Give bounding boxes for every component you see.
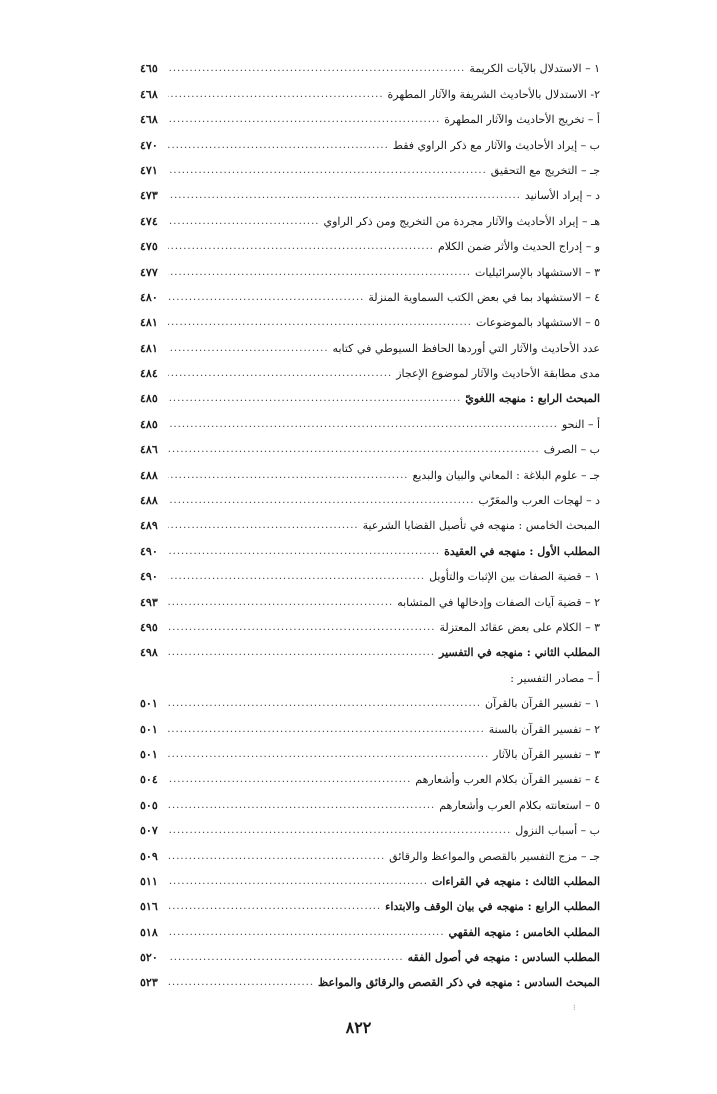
toc-leader-dots — [168, 902, 381, 912]
toc-entry — [140, 49, 600, 74]
toc-entry-page: ٤٨٥ — [140, 392, 158, 406]
toc-entry-title: جـ – مزج التفسير بالقصص والمواعظ والرقائق — [389, 849, 600, 863]
toc-entry — [140, 709, 600, 734]
toc-entry-title: المطلب الثاني : منهجه في التفسير — [439, 646, 600, 660]
toc-leader-dots — [168, 775, 411, 785]
toc-entry-page: ٥٠٤ — [140, 773, 158, 787]
toc-entry-page: ٤٦٨ — [140, 113, 158, 127]
toc-leader-dots — [168, 115, 440, 125]
toc-entry — [140, 303, 600, 328]
toc-entry-title: و – إدراج الحديث والأثر ضمن الكلام — [437, 240, 600, 254]
toc-entry-title: مدى مطابقة الأحاديث والآثار لموضوع الإعجاز — [396, 367, 600, 381]
toc-entry-title: ١ – تفسير القرآن بالقرآن — [485, 697, 600, 711]
toc-entry-title: ب – أسباب النزول — [515, 824, 600, 838]
toc-entry — [140, 633, 600, 658]
toc-entry-page: ٥٢٠ — [140, 951, 158, 965]
toc-entry-page: ٥٠١ — [140, 747, 158, 761]
toc-entry-page: ٤٩٠ — [140, 544, 158, 558]
toc-entry — [140, 430, 600, 455]
toc-entry-title: ٢ – تفسير القرآن بالسنة — [488, 722, 600, 736]
toc-leader-dots — [168, 445, 540, 455]
toc-entry — [140, 862, 600, 887]
toc-entry-title: ٢- الاستدلال بالأحاديث الشريفة والآثار المطهرة — [387, 87, 600, 101]
toc-entry-page: ٤٧٧ — [140, 265, 158, 279]
toc-entry — [140, 125, 600, 150]
toc-entry-title: أ – مصادر التفسير : — [510, 671, 600, 685]
page-number: ٨٢٢ — [345, 1018, 372, 1037]
toc-entry-title: المطلب الثالث : منهجه في القراءات — [431, 874, 600, 888]
toc-entry-page: ٤٨٠ — [140, 290, 158, 304]
toc-entry-page: ٤٨٦ — [140, 443, 158, 457]
toc-entry-page: ٤٨٤ — [140, 367, 158, 381]
toc-entry-title: ١ – قضية الصفات بين الإثبات والتأويل — [429, 570, 600, 584]
toc-entry — [140, 151, 600, 176]
toc-entry-page: ٤٨٩ — [140, 519, 158, 533]
scan-mark: ⁝ — [573, 1003, 576, 1012]
toc-entry-page: ٤٨٨ — [140, 468, 158, 482]
toc-entry-page: ٤٩٨ — [140, 646, 158, 660]
toc-leader-dots — [168, 344, 329, 354]
toc-entry — [140, 836, 600, 861]
toc-entry-title: المبحث الرابع : منهجه اللغويّ — [465, 392, 600, 406]
toc-entry-page: ٤٩٣ — [140, 595, 158, 609]
toc-entry-title: ب – الصرف — [543, 443, 600, 457]
toc-leader-dots — [168, 572, 425, 582]
toc-leader-dots — [168, 877, 428, 887]
toc-entry-page: ٥١٨ — [140, 925, 158, 939]
toc-leader-dots — [168, 242, 434, 252]
toc-entry — [140, 582, 600, 607]
toc-entry-title: ٤ – الاستشهاد بما في بعض الكتب السماوية المنزلة — [368, 290, 600, 304]
toc-entry-title: المطلب الأول : منهجه في العقيدة — [444, 544, 600, 558]
toc-entry-page: ٤٦٨ — [140, 87, 158, 101]
toc-entry-page: ٤٨١ — [140, 316, 158, 330]
toc-leader-dots — [168, 725, 485, 735]
toc-entry — [140, 278, 600, 303]
toc-entry — [140, 760, 600, 785]
toc-entry-title: أ – النحو — [561, 417, 600, 431]
toc-entry — [140, 506, 600, 531]
toc-leader-dots — [168, 191, 521, 201]
toc-leader-dots — [168, 141, 389, 151]
toc-leader-dots — [168, 217, 319, 227]
toc-entry-page: ٤٧٥ — [140, 240, 158, 254]
toc-entry-title: ب – إيراد الأحاديث والآثار مع ذكر الراوي فقط — [392, 138, 600, 152]
toc-entry-page: ٤٩٠ — [140, 570, 158, 584]
toc-leader-dots — [168, 953, 404, 963]
toc-entry-title: ٥ – الاستشهاد بالموضوعات — [475, 316, 600, 330]
toc-entry-page: ٥١١ — [140, 874, 158, 888]
toc-entry — [140, 531, 600, 556]
toc-entry — [140, 887, 600, 912]
toc-entry-title: ٣ – الاستشهاد بالإسرائيليات — [475, 265, 600, 279]
toc-entry-title: ٣ – تفسير القرآن بالآثار — [493, 747, 600, 761]
toc-entry — [140, 684, 600, 709]
toc-leader-dots — [168, 471, 408, 481]
toc-entry — [140, 176, 600, 201]
toc-entry-title: عدد الأحاديث والآثار التي أوردها الحافظ السيوطي في كتابه — [332, 341, 600, 355]
toc-entry-title: المبحث الخامس : منهجه في تأصيل القضايا الشرعية — [362, 519, 600, 533]
toc-entry-title: ٢ – قضية آيات الصفات وإدخالها في المتشابه — [397, 595, 600, 609]
toc-entry — [140, 354, 600, 379]
toc-entry — [140, 455, 600, 480]
toc-entry — [140, 912, 600, 937]
toc-entry-page: ٥٠٩ — [140, 849, 158, 863]
toc-entry-title: جـ – التخريج مع التحقيق — [490, 163, 600, 177]
toc-entry — [140, 811, 600, 836]
toc-entry — [140, 100, 600, 125]
toc-leader-dots — [168, 268, 471, 278]
toc-entry-title: جـ – علوم البلاغة : المعاني والبيان والبديع — [412, 468, 600, 482]
toc-entry-title: المطلب السادس : منهجه في أصول الفقه — [407, 951, 600, 965]
toc-entry — [140, 785, 600, 810]
toc-entry-page: ٤٨١ — [140, 341, 158, 355]
toc-leader-dots — [168, 521, 359, 531]
toc-entry — [140, 404, 600, 429]
toc-leader-dots — [168, 369, 392, 379]
toc-entry-title: ٣ – الكلام على بعض عقائد المعتزلة — [439, 620, 600, 634]
toc-leader-dots — [168, 394, 461, 404]
toc-entry-page: ٥١٦ — [140, 900, 158, 914]
toc-entry — [140, 74, 600, 99]
toc-entry — [140, 201, 600, 226]
toc-entry — [140, 938, 600, 963]
toc-leader-dots — [168, 547, 440, 557]
toc-entry — [140, 557, 600, 582]
toc-entry-page: ٤٨٨ — [140, 494, 158, 508]
toc-entry-page: ٥٢٣ — [140, 976, 158, 990]
toc-leader-dots — [168, 166, 487, 176]
toc-entry-page: ٤٦٥ — [140, 62, 158, 76]
toc-entry — [140, 658, 600, 683]
toc-leader-dots — [168, 318, 472, 328]
toc-entry — [140, 963, 600, 988]
toc-entry-title: المطلب الخامس : منهجه الفقهي — [448, 925, 600, 939]
toc-leader-dots — [168, 852, 385, 862]
toc-entry — [140, 328, 600, 353]
toc-entry-page: ٥٠٥ — [140, 798, 158, 812]
toc-entry-title: المبحث السادس : منهجه في ذكر القصص والرقائق والمواعظ — [318, 976, 600, 990]
toc-leader-dots — [168, 750, 489, 760]
toc-entry — [140, 227, 600, 252]
toc-entry — [140, 735, 600, 760]
toc-leader-dots — [168, 623, 435, 633]
toc-entry-page: ٥٠٧ — [140, 824, 158, 838]
toc-entry-title: هـ – إيراد الأحاديث والآثار مجردة من التخريج ومن ذكر الراوي — [323, 214, 600, 228]
toc-entry — [140, 481, 600, 506]
toc-entry-title: د – لهجات العرب والمعَرّب — [478, 494, 600, 508]
toc-entry — [140, 379, 600, 404]
toc-entry-page: ٤٨٥ — [140, 417, 158, 431]
table-of-contents — [140, 49, 600, 988]
toc-entry-page: ٥٠١ — [140, 697, 158, 711]
toc-leader-dots — [168, 978, 314, 988]
toc-leader-dots — [168, 801, 435, 811]
toc-entry-title: ٤ – تفسير القرآن بكلام العرب وأشعارهم — [415, 773, 600, 787]
toc-leader-dots — [168, 598, 393, 608]
toc-leader-dots — [168, 90, 384, 100]
toc-leader-dots — [168, 420, 558, 430]
toc-entry-title: المطلب الرابع : منهجه في بيان الوقف والابتداء — [385, 900, 600, 914]
toc-leader-dots — [168, 826, 511, 836]
toc-entry-page: ٤٧١ — [140, 163, 158, 177]
toc-entry-page: ٥٠١ — [140, 722, 158, 736]
toc-entry-page: ٤٧٠ — [140, 138, 158, 152]
toc-leader-dots — [168, 699, 481, 709]
toc-entry-page: ٤٧٤ — [140, 214, 158, 228]
toc-leader-dots — [168, 293, 364, 303]
toc-entry-title: ٥ – استعانته بكلام العرب وأشعارهم — [439, 798, 600, 812]
toc-leader-dots — [168, 648, 435, 658]
toc-leader-dots — [168, 496, 474, 506]
toc-entry-page: ٤٩٥ — [140, 620, 158, 634]
toc-entry-title: ١ – الاستدلال بالآيات الكريمة — [469, 62, 600, 76]
toc-entry — [140, 608, 600, 633]
toc-leader-dots — [168, 928, 445, 938]
toc-entry-page: ٤٧٣ — [140, 189, 158, 203]
toc-entry-title: د – إيراد الأسانيد — [524, 189, 600, 203]
toc-leader-dots — [168, 64, 465, 74]
toc-entry-title: أ – تخريج الأحاديث والآثار المطهرة — [444, 113, 600, 127]
toc-entry — [140, 252, 600, 277]
